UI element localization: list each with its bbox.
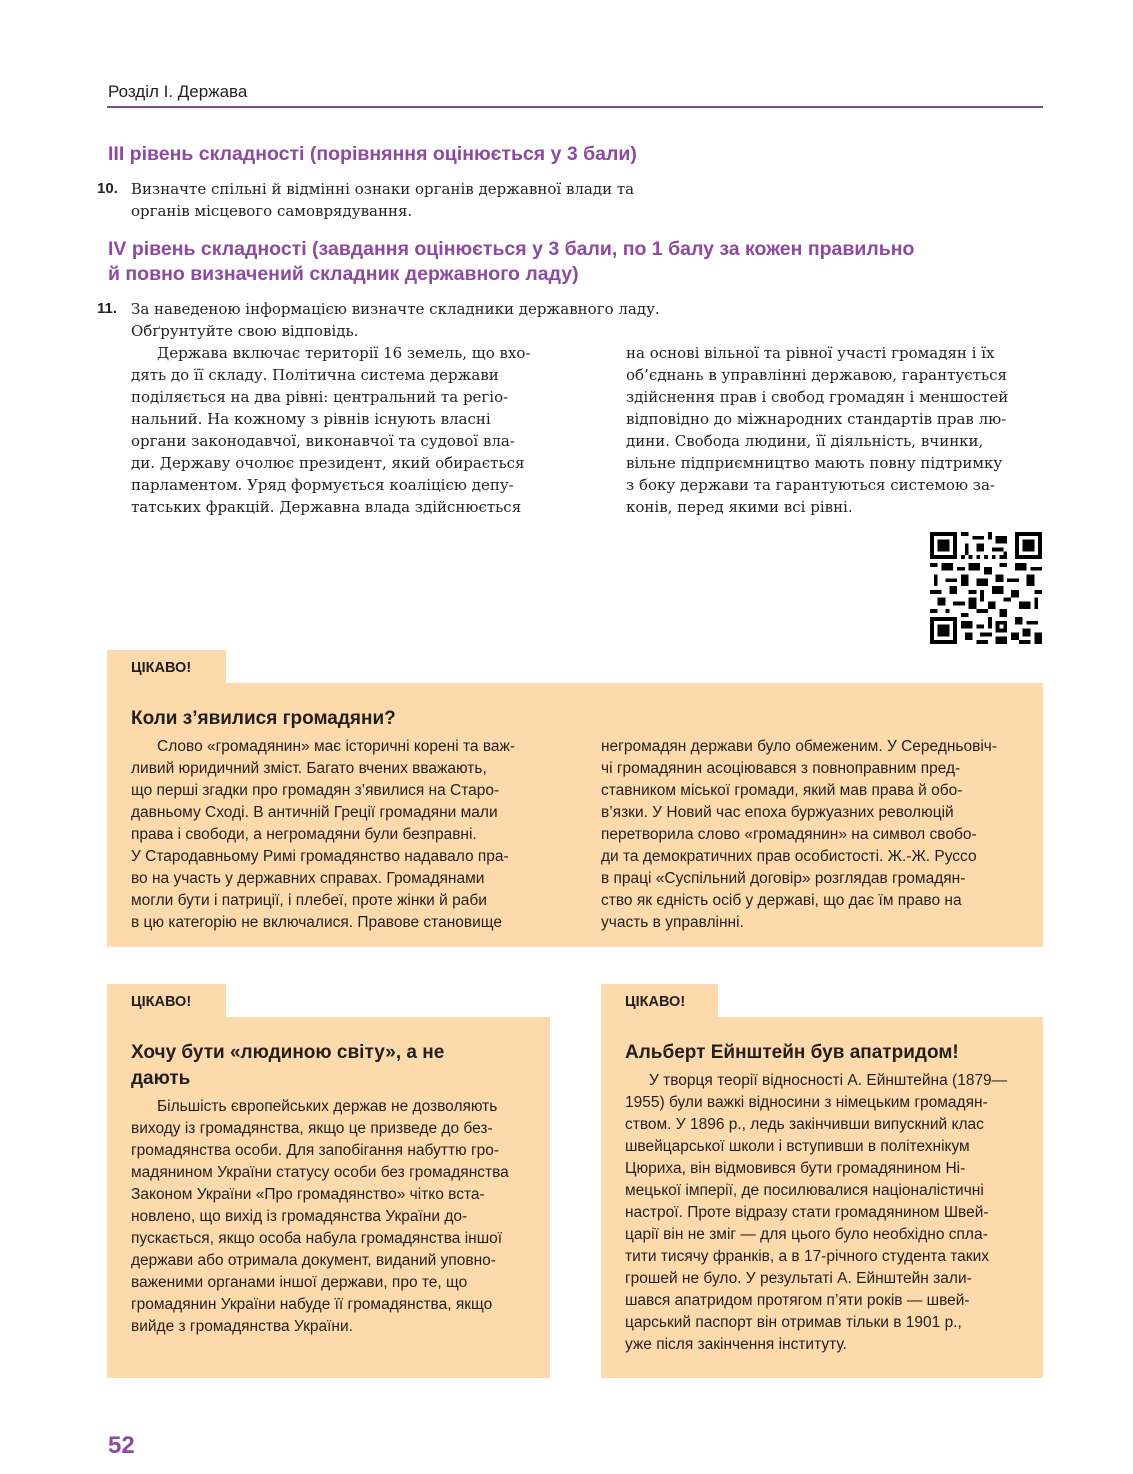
text-line: новлено, що вихід із громадянства України до- <box>131 1208 468 1225</box>
text-line: здійснення прав і свобод громадян і меншостей <box>626 388 1009 406</box>
level-4-heading-line: IV рівень складності (завдання оцінюється у 3 бали, по 1 балу за кожен правильно <box>108 238 915 260</box>
text-line: Слово «громадянин» має історичні корені та важ- <box>157 738 516 755</box>
text-line: Більшість європейських держав не дозволяють <box>157 1098 498 1115</box>
text-line: держави або отримала документ, виданий уповно- <box>131 1252 496 1269</box>
tab-label: ЦІКАВО! <box>625 994 686 1010</box>
text-line: ством. У 1896 р., ледь закінчивши випускний клас <box>625 1116 984 1133</box>
text-line: ди та демократичних прав особистості. Ж.-Ж. Руссо <box>601 848 977 865</box>
box-title: Коли з’явилися громадяни? <box>131 708 396 729</box>
task-number: 11. <box>97 300 118 317</box>
text-line: дять до її складу. Політична система держави <box>131 366 499 384</box>
task-text-line: Визначте спільні й відмінні ознаки органів державної влади та <box>131 180 635 198</box>
text-line: важеними органами іншої держави, про те, що <box>131 1274 468 1291</box>
text-line: на основі вільної та рівної участі громадян і їх <box>626 344 995 362</box>
page-number: 52 <box>108 1432 135 1459</box>
text-line: во на участь у державних справах. Громадянами <box>131 870 485 887</box>
text-line: в цю категорію не включалися. Правове становище <box>131 914 503 931</box>
text-line: ливий юридичний зміст. Багато вчених вважають, <box>131 760 487 777</box>
header-divider <box>107 106 1043 108</box>
text-line: парламентом. Уряд формується коаліцією депу- <box>131 476 514 494</box>
text-line: швейцарської школи і вступивши в політехнікум <box>625 1138 970 1155</box>
tab-label: ЦІКАВО! <box>131 660 192 676</box>
text-line: уже після закінчення інституту. <box>625 1336 847 1353</box>
text-line: негромадян держави було обмеженим. У Середньовіч- <box>601 738 998 755</box>
box-title <box>131 1040 444 1092</box>
level-4-heading <box>108 237 914 287</box>
text-line: чі громадянин асоціювався з повноправним пред- <box>601 760 961 777</box>
task-11-text-left <box>131 342 531 518</box>
text-line: настрої. Проте відразу стати громадянином Швей- <box>625 1204 989 1221</box>
text-line: могли бути і патриції, і плебеї, проте жінки й раби <box>131 892 487 909</box>
text-line: Держава включає території 16 земель, що вхо- <box>157 344 531 362</box>
box-text <box>131 1096 509 1338</box>
running-header: Розділ І. Держава <box>108 82 248 101</box>
task-text-line: Обґрунтуйте свою відповідь. <box>131 322 359 340</box>
text-line: ставником міської громади, який мав права й обо- <box>601 782 963 799</box>
task-11-text-right <box>626 342 1008 518</box>
text-line: в’язки. У Новий час епоха буржуазних революцій <box>601 804 954 821</box>
tab-label: ЦІКАВО! <box>131 994 192 1010</box>
text-line: 1955) були важкі відносини з німецьким громадян- <box>625 1094 988 1111</box>
text-line: перетворила слово «громадянин» на символ свобо- <box>601 826 977 843</box>
text-line: вийде з громадянства України. <box>131 1318 353 1335</box>
text-line: шався апатридом протягом п’яти років — швей- <box>625 1292 970 1309</box>
text-line: У творця теорії відносності А. Ейнштейна (1879— <box>649 1072 1008 1089</box>
text-line: поділяється на два рівні: центральний та регіо- <box>131 388 509 406</box>
text-line: Законом України «Про громадянство» чітко вста- <box>131 1186 485 1203</box>
box-title-line: дають <box>131 1068 191 1089</box>
text-line: ство як єдність осіб у державі, що дає їм право на <box>601 892 962 909</box>
qr-code-icon[interactable] <box>930 532 1042 644</box>
text-line: права і свободи, а негромадяни були безправні. <box>131 826 477 843</box>
text-line: У Стародавньому Римі громадянство надавало пра- <box>131 848 509 865</box>
text-line: давньому Сході. В античній Греції громадяни мали <box>131 804 498 821</box>
text-line: нальний. На кожному з рівнів існують власні <box>131 410 491 428</box>
box-text <box>625 1070 1007 1356</box>
box-title: Альберт Ейнштейн був апатридом! <box>625 1042 959 1063</box>
text-line: відповідно до міжнародних стандартів прав лю- <box>626 410 1007 428</box>
text-line: конів, перед якими всі рівні. <box>626 498 853 516</box>
box-text-left <box>131 736 515 934</box>
text-line: об’єднань в управлінні державою, гарантується <box>626 366 1007 384</box>
text-line: участь в управлінні. <box>601 914 744 931</box>
text-line: органи законодавчої, виконавчої та судової вла- <box>131 432 515 450</box>
text-line: Цюриха, він відмовився бути громадянином Ні- <box>625 1160 966 1177</box>
box-text-right <box>601 736 997 934</box>
text-line: дини. Свобода людини, її діяльність, вчинки, <box>626 432 984 450</box>
text-line: татських фракцій. Державна влада здійснюється <box>131 498 522 516</box>
task-text-line: органів місцевого самоврядування. <box>131 202 413 220</box>
interesting-tab <box>601 984 718 1018</box>
text-line: що перші згадки про громадян з’явилися на Старо- <box>131 782 500 799</box>
text-line: мецької імперії, де посилювалися націоналістичні <box>625 1182 984 1199</box>
level-3-heading: III рівень складності (порівняння оцінюється у 3 бали) <box>108 143 637 165</box>
interesting-tab <box>107 650 226 684</box>
box-title-line: Хочу бути «людиною світу», а не <box>131 1042 445 1063</box>
interesting-tab <box>107 984 226 1018</box>
text-line: громадянин України набуде її громадянства, якщо <box>131 1296 493 1313</box>
text-line: в праці «Суспільний договір» розглядав громадян- <box>601 870 966 887</box>
text-line: з боку держави та гарантуються системою за- <box>626 476 995 494</box>
text-line: ди. Державу очолює президент, який обирається <box>131 454 525 472</box>
text-line: вільне підприємництво мають повну підтримку <box>626 454 1003 472</box>
text-line: мадянином України статусу особи без громадянства <box>131 1164 509 1181</box>
text-line: грошей не було. У результаті А. Ейнштейн зали- <box>625 1270 972 1287</box>
text-line: пускається, якщо особа набула громадянства іншої <box>131 1230 503 1247</box>
text-line: царії він не зміг — для цього було необхідно спла- <box>625 1226 988 1243</box>
text-line: виходу із громадянства, якщо це призведе до без- <box>131 1120 493 1137</box>
level-4-heading-line: й повно визначений складник державного ладу) <box>108 263 579 285</box>
text-line: громадянства особи. Для запобігання набуттю гро- <box>131 1142 500 1159</box>
text-line: царський паспорт він отримав тільки в 1901 р., <box>625 1314 962 1331</box>
task-number: 10. <box>97 180 118 197</box>
task-text-line: За наведеною інформацією визначте складники державного ладу. <box>131 300 660 318</box>
text-line: тити тисячу франків, а в 17-річного студента таких <box>625 1248 989 1265</box>
